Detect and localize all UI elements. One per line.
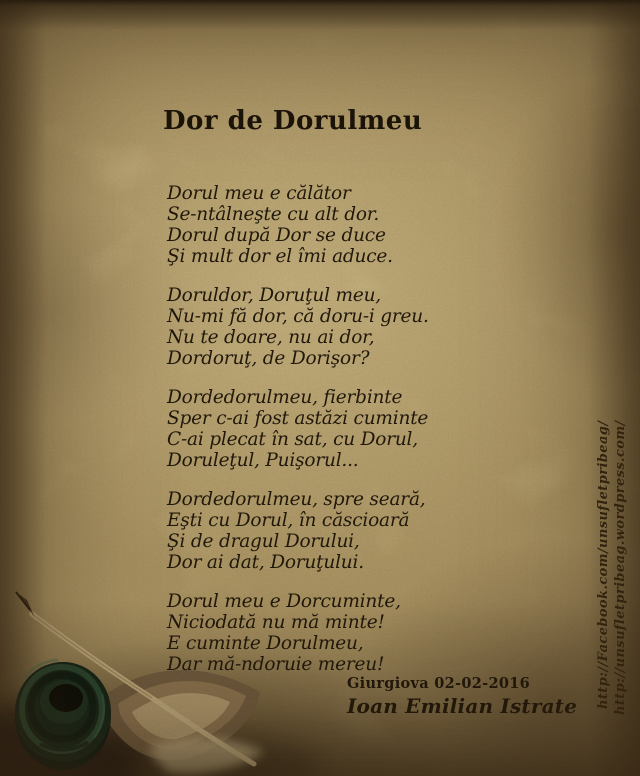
poem-line: Niciodată nu mă minte!: [167, 612, 385, 633]
wordpress-url-vertical: http://unsufletpribeag.wordpress.com/: [613, 420, 628, 715]
poem-stanza: [167, 285, 429, 369]
poem-stanza: [167, 387, 429, 471]
poem-line: E cuminte Dorulmeu,: [167, 633, 364, 654]
poem-stanza: [167, 489, 429, 573]
poem-title: Dor de Dorulmeu: [163, 106, 423, 136]
poem-line: Se-ntâlneşte cu alt dor.: [167, 204, 380, 225]
poem-stanza: [167, 183, 429, 267]
poem-line: Doruleţul, Puişorul...: [167, 450, 359, 471]
poem-line: Dorul meu e călător: [167, 183, 351, 204]
poem-line: Sper c-ai fost astăzi cuminte: [167, 408, 429, 429]
poem-line: Nu te doare, nu ai dor,: [167, 327, 375, 348]
signature-place-date: Giurgiova 02-02-2016: [347, 675, 531, 692]
poem-line: Doruldor, Doruţul meu,: [167, 285, 381, 306]
signature-author: Ioan Emilian Istrate: [347, 694, 578, 718]
poem-line: Nu-mi fă dor, că doru-i greu.: [167, 306, 429, 327]
poem-line: Şi mult dor el îmi aduce.: [167, 246, 393, 267]
poem-body: [167, 183, 429, 693]
poem-line: Dordedorulmeu, fierbinte: [167, 387, 403, 408]
poem-line: Dorul după Dor se duce: [167, 225, 386, 246]
signature-block: [347, 675, 577, 718]
poem-line: C-ai plecat în sat, cu Dorul,: [167, 429, 418, 450]
poem-line: Dar mă-ndoruie mereu!: [167, 654, 385, 675]
poem-stanza: [167, 591, 429, 675]
facebook-url-vertical: http://Facebook.com/unsufletpribeag/: [596, 420, 611, 709]
poem-line: Dordoruţ, de Dorişor?: [167, 348, 370, 369]
inkwell-icon: [15, 660, 111, 770]
poem-line: Eşti cu Dorul, în căscioară: [167, 510, 410, 531]
poem-line: Şi de dragul Dorului,: [167, 531, 360, 552]
poem-line: Dorul meu e Dorcuminte,: [167, 591, 401, 612]
poem-line: Dordedorulmeu, spre seară,: [167, 489, 426, 510]
poem-line: Dor ai dat, Doruţului.: [167, 552, 364, 573]
